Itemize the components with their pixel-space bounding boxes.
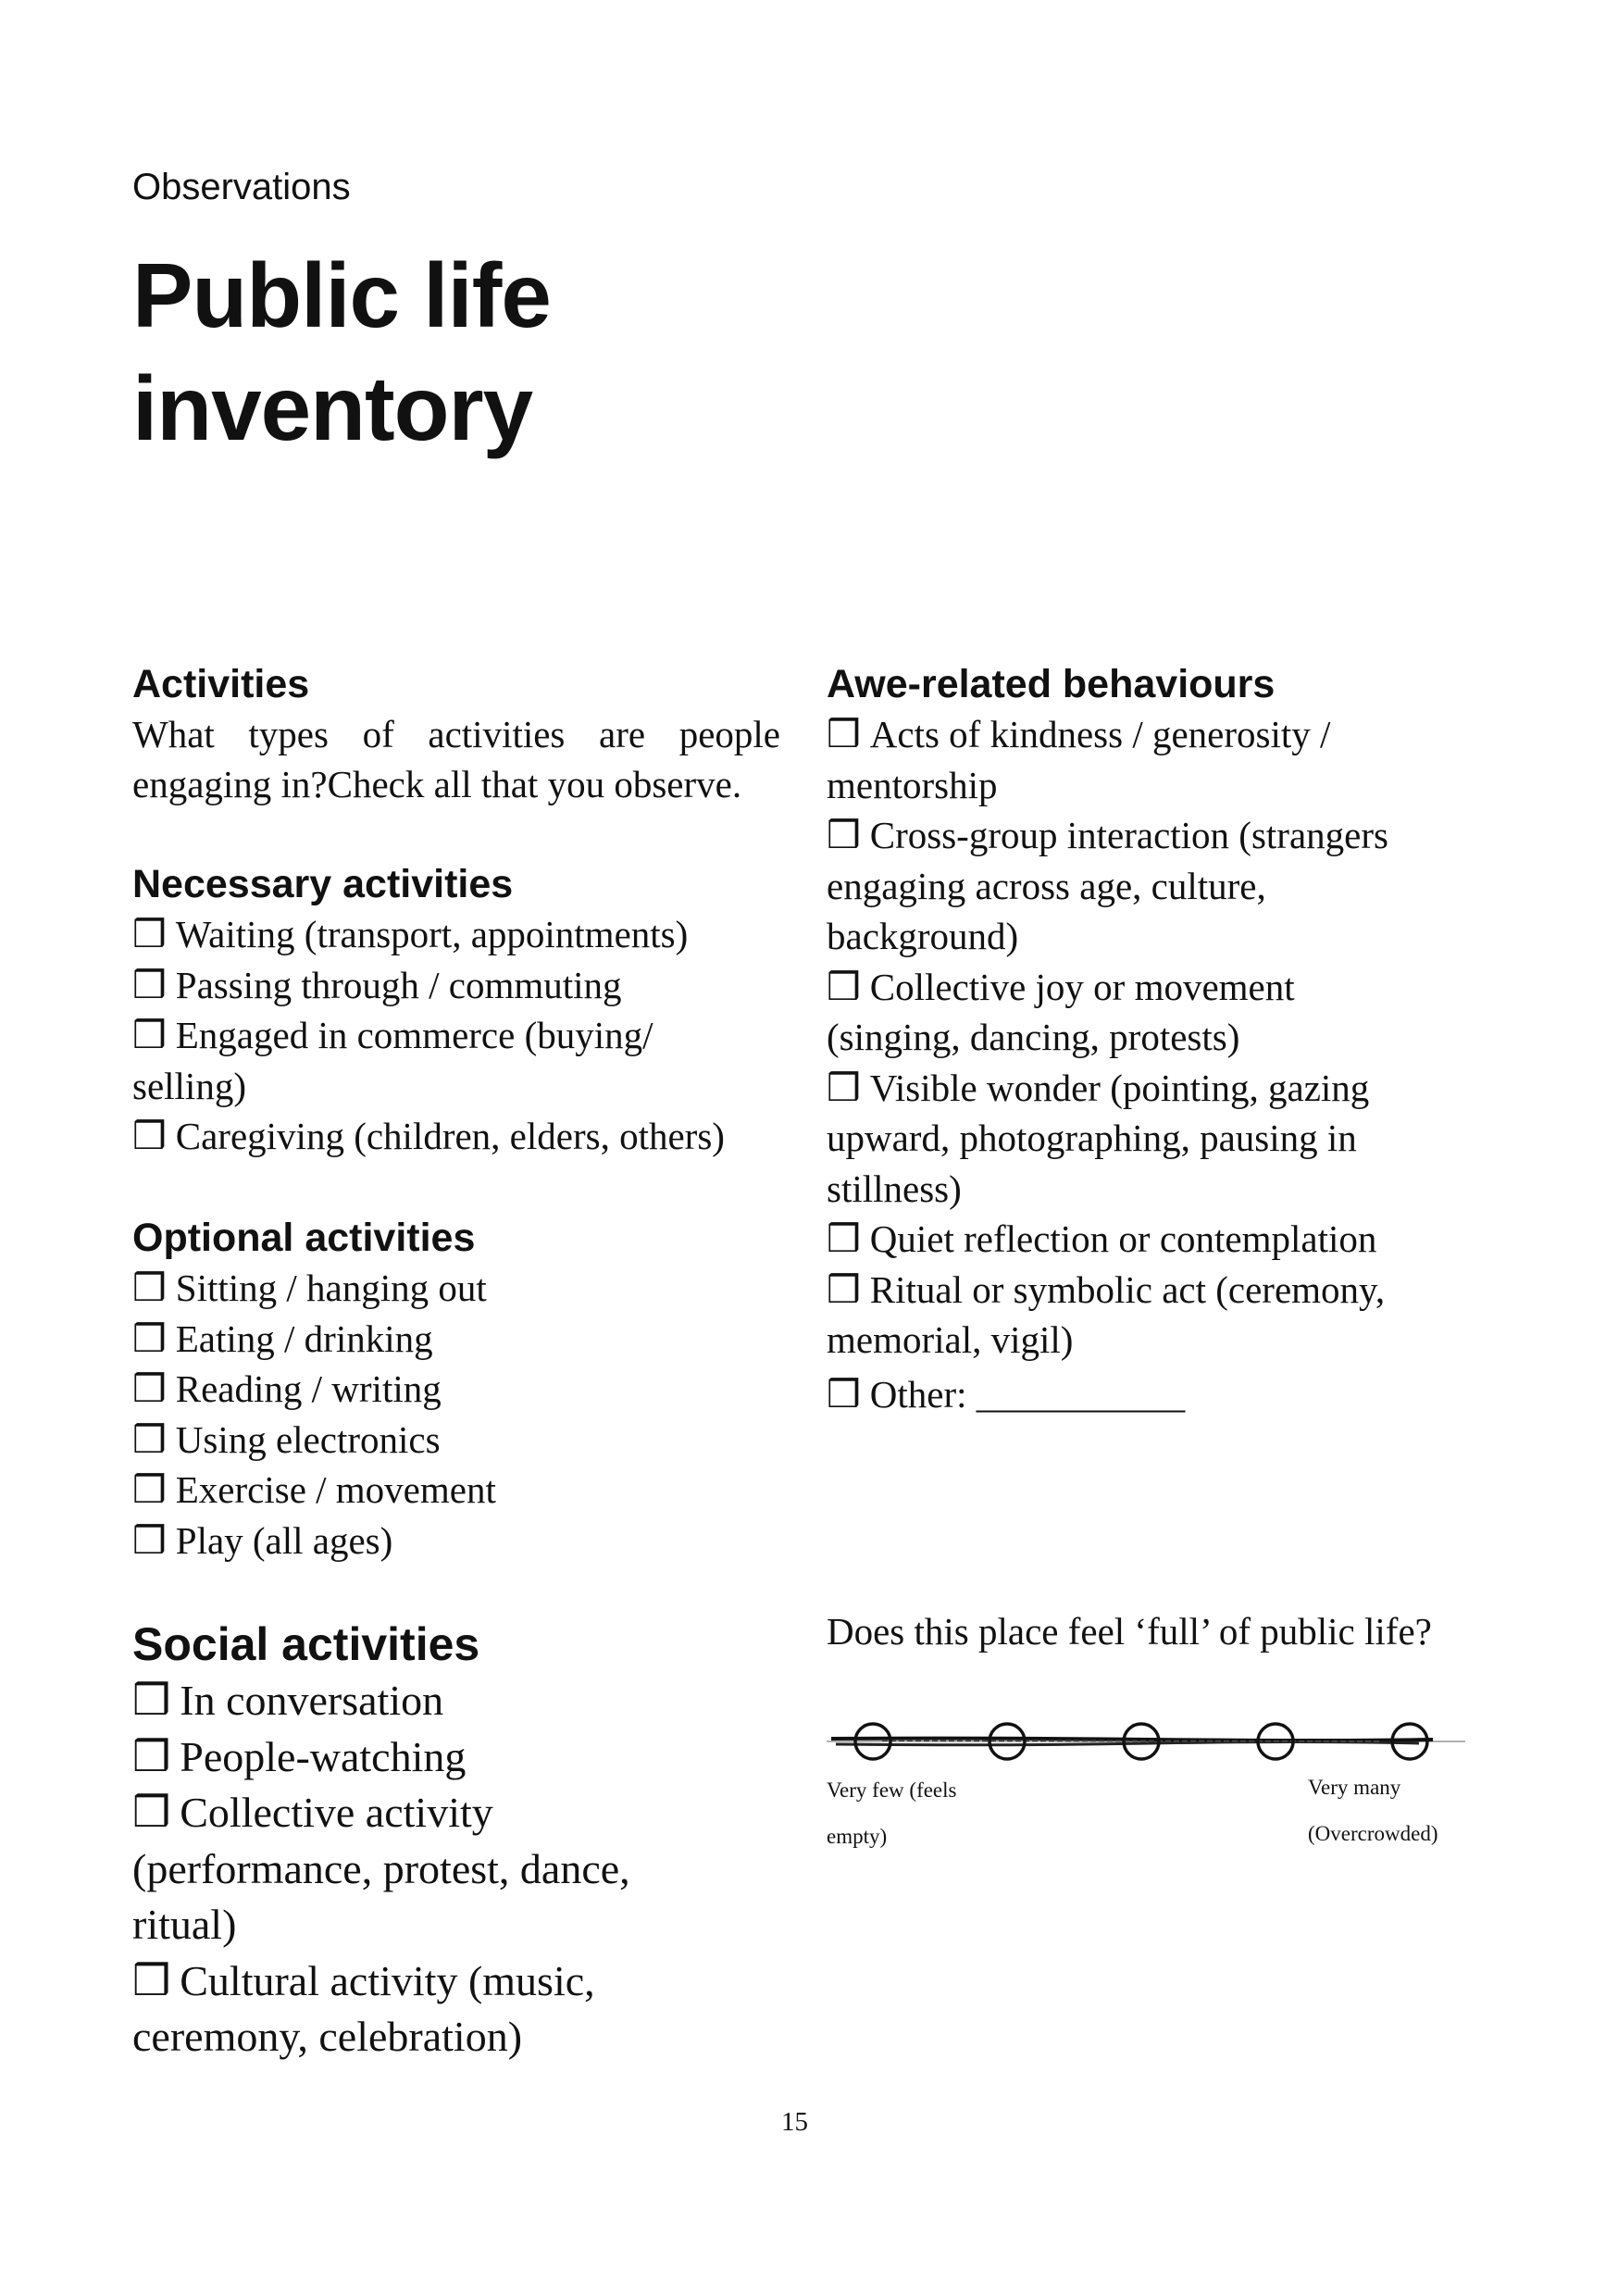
checklist-item-label: upward, photographing, pausing in bbox=[827, 1117, 1357, 1159]
scale-low-label bbox=[827, 1767, 956, 1860]
checklist-item-continuation bbox=[132, 1897, 780, 1953]
checklist-item-label: selling) bbox=[132, 1064, 246, 1107]
checklist-item-continuation bbox=[827, 1315, 1493, 1366]
checkbox-icon[interactable]: ❒ bbox=[132, 1677, 171, 1724]
activities-heading: Activities bbox=[132, 662, 310, 706]
checkbox-icon[interactable]: ❒ bbox=[132, 1732, 171, 1780]
checklist-item-label: Acts of kindness / generosity / bbox=[869, 713, 1331, 755]
checklist-item-label: Engaged in commerce (buying/ bbox=[175, 1014, 653, 1056]
awe-behaviours-list bbox=[827, 709, 1493, 1419]
checklist-item[interactable] bbox=[132, 1010, 780, 1061]
checklist-item[interactable] bbox=[132, 1415, 780, 1466]
checkbox-icon[interactable]: ❒ bbox=[132, 1115, 167, 1157]
checklist-item-label: Play (all ages) bbox=[175, 1518, 393, 1562]
checklist-item-label: Eating / drinking bbox=[175, 1316, 433, 1360]
activities-intro-line-2: engaging in?Check all that you observe. bbox=[132, 763, 742, 805]
page-title-line-2: inventory bbox=[132, 357, 533, 459]
checklist-item[interactable] bbox=[827, 1063, 1493, 1114]
checklist-item[interactable] bbox=[132, 1953, 780, 2010]
page-number: 15 bbox=[781, 2107, 808, 2137]
other-field-label[interactable]: Other: ___________ bbox=[869, 1372, 1186, 1416]
checklist-item-label: stillness) bbox=[827, 1167, 962, 1210]
checklist-item-continuation bbox=[132, 1841, 780, 1898]
checklist-item-label: Collective activity bbox=[180, 1789, 493, 1836]
checklist-item[interactable] bbox=[827, 1214, 1493, 1265]
checklist-item[interactable] bbox=[827, 709, 1493, 760]
checklist-item-label: (singing, dancing, protests) bbox=[827, 1016, 1240, 1058]
checklist-item[interactable] bbox=[132, 1785, 780, 1841]
checklist-item-label: Using electronics bbox=[175, 1417, 441, 1461]
checklist-item[interactable] bbox=[132, 909, 780, 960]
checkbox-icon[interactable]: ❒ bbox=[132, 1956, 171, 2004]
page-title bbox=[132, 239, 873, 465]
checklist-item[interactable] bbox=[827, 962, 1493, 1013]
activities-intro-line-1: What types of activities are people bbox=[132, 713, 780, 755]
checklist-item-continuation bbox=[827, 1164, 1493, 1215]
checkbox-icon[interactable]: ❒ bbox=[827, 1372, 861, 1416]
checklist-item-label: memorial, vigil) bbox=[827, 1318, 1074, 1361]
checkbox-icon[interactable]: ❒ bbox=[827, 965, 861, 1008]
checklist-item-label: (performance, protest, dance, bbox=[132, 1844, 630, 1892]
checklist-item[interactable] bbox=[132, 1729, 780, 1786]
checklist-item-other[interactable] bbox=[827, 1369, 1493, 1420]
checkbox-icon[interactable]: ❒ bbox=[827, 1267, 861, 1311]
checkbox-icon[interactable]: ❒ bbox=[132, 1316, 167, 1360]
checkbox-icon[interactable]: ❒ bbox=[132, 1367, 167, 1410]
scale-high-label-line-2: (Overcrowded) bbox=[1308, 1822, 1438, 1845]
checkbox-icon[interactable]: ❒ bbox=[132, 913, 167, 955]
checklist-item-label: ritual) bbox=[132, 1901, 237, 1948]
activities-intro bbox=[132, 709, 780, 809]
optional-activities-section bbox=[132, 1213, 780, 1566]
checklist-item-label: ceremony, celebration) bbox=[132, 2013, 523, 2060]
checkbox-icon[interactable]: ❒ bbox=[827, 713, 861, 755]
checklist-item-continuation bbox=[132, 2009, 780, 2065]
checklist-item-label: engaging across age, culture, bbox=[827, 864, 1266, 907]
checklist-item-label: Reading / writing bbox=[175, 1367, 442, 1410]
optional-activities-heading: Optional activities bbox=[132, 1216, 476, 1260]
checklist-item[interactable] bbox=[132, 1516, 780, 1566]
checklist-item-label: Caregiving (children, elders, others) bbox=[175, 1115, 725, 1157]
checklist-item-label: Ritual or symbolic act (ceremony, bbox=[869, 1267, 1386, 1311]
checklist-item[interactable] bbox=[827, 810, 1493, 861]
necessary-activities-section bbox=[132, 859, 780, 1162]
checkbox-icon[interactable]: ❒ bbox=[827, 1217, 861, 1260]
checklist-item-continuation bbox=[827, 1113, 1493, 1164]
checklist-item[interactable] bbox=[132, 1263, 780, 1314]
checklist-item-label: Exercise / movement bbox=[175, 1468, 496, 1511]
checklist-item[interactable] bbox=[132, 1111, 780, 1162]
checklist-item-label: Quiet reflection or contemplation bbox=[869, 1217, 1377, 1260]
optional-activities-list bbox=[132, 1263, 780, 1566]
checkbox-icon[interactable]: ❒ bbox=[132, 1417, 167, 1461]
checkbox-icon[interactable]: ❒ bbox=[132, 1468, 167, 1511]
scale-low-label-line-1: Very few (feels bbox=[827, 1778, 957, 1802]
awe-behaviours-section bbox=[827, 659, 1493, 1419]
checklist-item-label: Cultural activity (music, bbox=[180, 1956, 595, 2004]
checklist-item-label: In conversation bbox=[180, 1677, 444, 1724]
social-activities-list bbox=[132, 1673, 780, 2065]
checklist-item-continuation bbox=[827, 1012, 1493, 1063]
scale-low-label-line-2: empty) bbox=[827, 1825, 888, 1848]
checklist-item-label: mentorship bbox=[827, 763, 998, 806]
section-label: Observations bbox=[132, 167, 351, 207]
checklist-item-label: Waiting (transport, appointments) bbox=[175, 913, 689, 955]
scale-line bbox=[827, 1739, 1465, 1745]
checklist-item-label: Visible wonder (pointing, gazing bbox=[869, 1066, 1370, 1109]
checklist-item-label: Sitting / hanging out bbox=[175, 1267, 487, 1309]
awe-behaviours-heading: Awe-related behaviours bbox=[827, 662, 1276, 706]
necessary-activities-list bbox=[132, 909, 780, 1162]
checklist-item[interactable] bbox=[827, 1265, 1493, 1316]
checklist-item-continuation bbox=[827, 911, 1493, 962]
checklist-item[interactable] bbox=[132, 960, 780, 1011]
necessary-activities-heading: Necessary activities bbox=[132, 862, 514, 906]
social-activities-heading: Social activities bbox=[132, 1618, 480, 1670]
checklist-item-label: People-watching bbox=[180, 1732, 467, 1780]
page-title-line-1: Public life bbox=[132, 244, 551, 346]
checkbox-icon[interactable]: ❒ bbox=[132, 1267, 167, 1309]
checklist-item-label: Cross-group interaction (strangers bbox=[869, 814, 1388, 856]
checklist-item-label: background) bbox=[827, 915, 1019, 957]
checklist-item-label: Collective joy or movement bbox=[869, 965, 1295, 1008]
social-activities-section bbox=[132, 1616, 780, 2065]
checklist-item[interactable] bbox=[132, 1673, 780, 1729]
checklist-item-continuation bbox=[827, 861, 1493, 912]
checkbox-icon[interactable]: ❒ bbox=[827, 1066, 861, 1109]
checklist-item-continuation bbox=[132, 1061, 780, 1112]
activities-section bbox=[132, 659, 780, 809]
checklist-item-label: Passing through / commuting bbox=[175, 963, 622, 1006]
scale-high-label-line-1: Very many bbox=[1308, 1776, 1401, 1799]
checklist-item[interactable] bbox=[132, 1314, 780, 1365]
checkbox-icon[interactable]: ❒ bbox=[132, 1789, 171, 1836]
checkbox-icon[interactable]: ❒ bbox=[132, 1014, 167, 1056]
checkbox-icon[interactable]: ❒ bbox=[827, 814, 861, 856]
checkbox-icon[interactable]: ❒ bbox=[132, 1518, 167, 1562]
checkbox-icon[interactable]: ❒ bbox=[132, 963, 167, 1006]
checklist-item[interactable] bbox=[132, 1364, 780, 1415]
rating-question: Does this place feel ‘full’ of public life? bbox=[827, 1610, 1432, 1653]
checklist-item-continuation bbox=[827, 760, 1493, 811]
scale-high-label bbox=[1308, 1765, 1438, 1857]
checklist-item[interactable] bbox=[132, 1465, 780, 1516]
